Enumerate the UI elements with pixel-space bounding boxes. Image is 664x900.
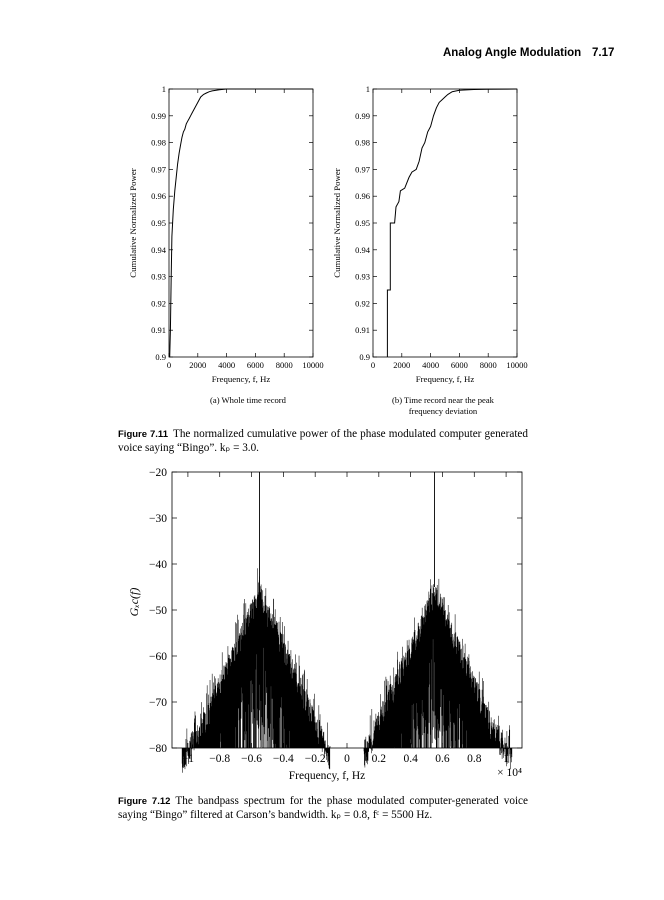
y-tick-label: 0.96 bbox=[355, 191, 370, 202]
x-tick-label: 1 bbox=[503, 753, 509, 765]
x-tick-label: 0.8 bbox=[467, 753, 482, 765]
x-tick-label: 8000 bbox=[275, 360, 293, 370]
y-tick-label: 0.99 bbox=[355, 110, 370, 121]
x-tick-label: −0.8 bbox=[209, 753, 231, 765]
x-tick-label: 0.6 bbox=[435, 753, 450, 765]
y-tick-label: 0.94 bbox=[151, 244, 166, 255]
y-tick-label: 0.92 bbox=[355, 298, 370, 309]
y-tick-label: 0.95 bbox=[151, 218, 166, 228]
figure-7-12-caption-text: The bandpass spectrum for the phase modulated computer-generated voice saying “Bingo” filtered at Carson’s bandwidth. kₚ = 0.8, fᶜ = 5500 Hz. bbox=[118, 795, 528, 821]
y-tick-label: 0.97 bbox=[355, 164, 370, 175]
x-tick-label: 4000 bbox=[422, 360, 440, 370]
y-axis-label: Cumulative Normalized Power bbox=[332, 168, 342, 278]
cdf-series-line bbox=[387, 89, 517, 357]
x-tick-label: 0 bbox=[344, 753, 350, 765]
cdf-chart-a bbox=[128, 84, 324, 384]
running-header-title: Analog Angle Modulation bbox=[443, 47, 582, 59]
y-tick-label: 0.9 bbox=[155, 352, 166, 362]
x-tick-label: 0.4 bbox=[403, 753, 418, 765]
page-number: 7.17 bbox=[592, 47, 615, 59]
y-tick-label: −80 bbox=[149, 743, 167, 755]
y-tick-label: 0.98 bbox=[151, 137, 166, 148]
x-tick-label: 10000 bbox=[302, 360, 324, 370]
x-tick-label: 2000 bbox=[189, 360, 207, 370]
cdf-chart-b bbox=[332, 84, 528, 384]
y-tick-label: −60 bbox=[149, 651, 167, 663]
figure-7-12-caption bbox=[118, 795, 528, 821]
figure-7-12-label: Figure 7.12 bbox=[118, 796, 171, 807]
x-tick-label: 6000 bbox=[450, 360, 468, 370]
cdf-series-line bbox=[169, 89, 313, 357]
y-tick-label: −40 bbox=[149, 559, 167, 571]
subcaption-a: (a) Whole time record bbox=[210, 395, 286, 405]
x-axis-multiplier: × 10⁴ bbox=[497, 767, 522, 779]
subcaption-b: (b) Time record near the peak frequency deviation bbox=[392, 395, 494, 416]
y-tick-label: 0.92 bbox=[151, 298, 166, 309]
x-axis-label: Frequency, f, Hz bbox=[211, 374, 271, 384]
y-tick-label: 0.97 bbox=[151, 164, 166, 175]
figure-7-11-caption-text: The normalized cumulative power of the phase modulated computer generated voice saying “Bingo”. kₚ = 3.0. bbox=[118, 428, 528, 454]
y-axis-label: Cumulative Normalized Power bbox=[128, 168, 138, 278]
y-tick-label: 0.94 bbox=[355, 244, 370, 255]
y-tick-label: −20 bbox=[149, 467, 167, 479]
x-tick-label: 0.2 bbox=[371, 753, 387, 765]
x-tick-label: −1 bbox=[181, 753, 195, 765]
y-tick-label: 0.98 bbox=[355, 137, 370, 148]
spectrum-trace bbox=[182, 568, 512, 773]
x-tick-label: 0 bbox=[370, 360, 376, 370]
figure-7-11-label: Figure 7.11 bbox=[118, 429, 168, 440]
x-tick-label: 0 bbox=[166, 360, 172, 370]
y-axis-label: Gₓc(f) bbox=[127, 587, 141, 617]
y-tick-label: 0.93 bbox=[151, 271, 166, 282]
x-tick-label: 2000 bbox=[393, 360, 411, 370]
y-tick-label: 0.91 bbox=[151, 325, 166, 336]
y-tick-label: −30 bbox=[149, 513, 167, 525]
plot-frame bbox=[169, 89, 313, 357]
y-tick-label: 0.93 bbox=[355, 271, 370, 282]
y-tick-label: −70 bbox=[149, 697, 167, 709]
x-tick-label: 4000 bbox=[218, 360, 236, 370]
x-tick-label: −0.4 bbox=[272, 753, 294, 765]
spectrum-chart bbox=[127, 467, 522, 782]
y-tick-label: 1 bbox=[161, 84, 166, 94]
y-tick-label: 1 bbox=[365, 84, 370, 94]
x-tick-label: −0.2 bbox=[304, 753, 326, 765]
x-tick-label: 6000 bbox=[246, 360, 264, 370]
figure-7-11-caption bbox=[118, 428, 528, 454]
y-tick-label: 0.9 bbox=[359, 352, 370, 362]
y-tick-label: 0.96 bbox=[151, 191, 166, 202]
y-tick-label: 0.95 bbox=[355, 218, 370, 228]
x-tick-label: 10000 bbox=[506, 360, 528, 370]
x-axis-label: Frequency, f, Hz bbox=[415, 374, 475, 384]
x-axis-label: Frequency, f, Hz bbox=[288, 770, 366, 782]
y-tick-label: 0.99 bbox=[151, 110, 166, 121]
y-tick-label: 0.91 bbox=[355, 325, 370, 336]
x-tick-label: −0.6 bbox=[241, 753, 262, 765]
y-tick-label: −50 bbox=[149, 605, 167, 617]
x-tick-label: 8000 bbox=[479, 360, 497, 370]
